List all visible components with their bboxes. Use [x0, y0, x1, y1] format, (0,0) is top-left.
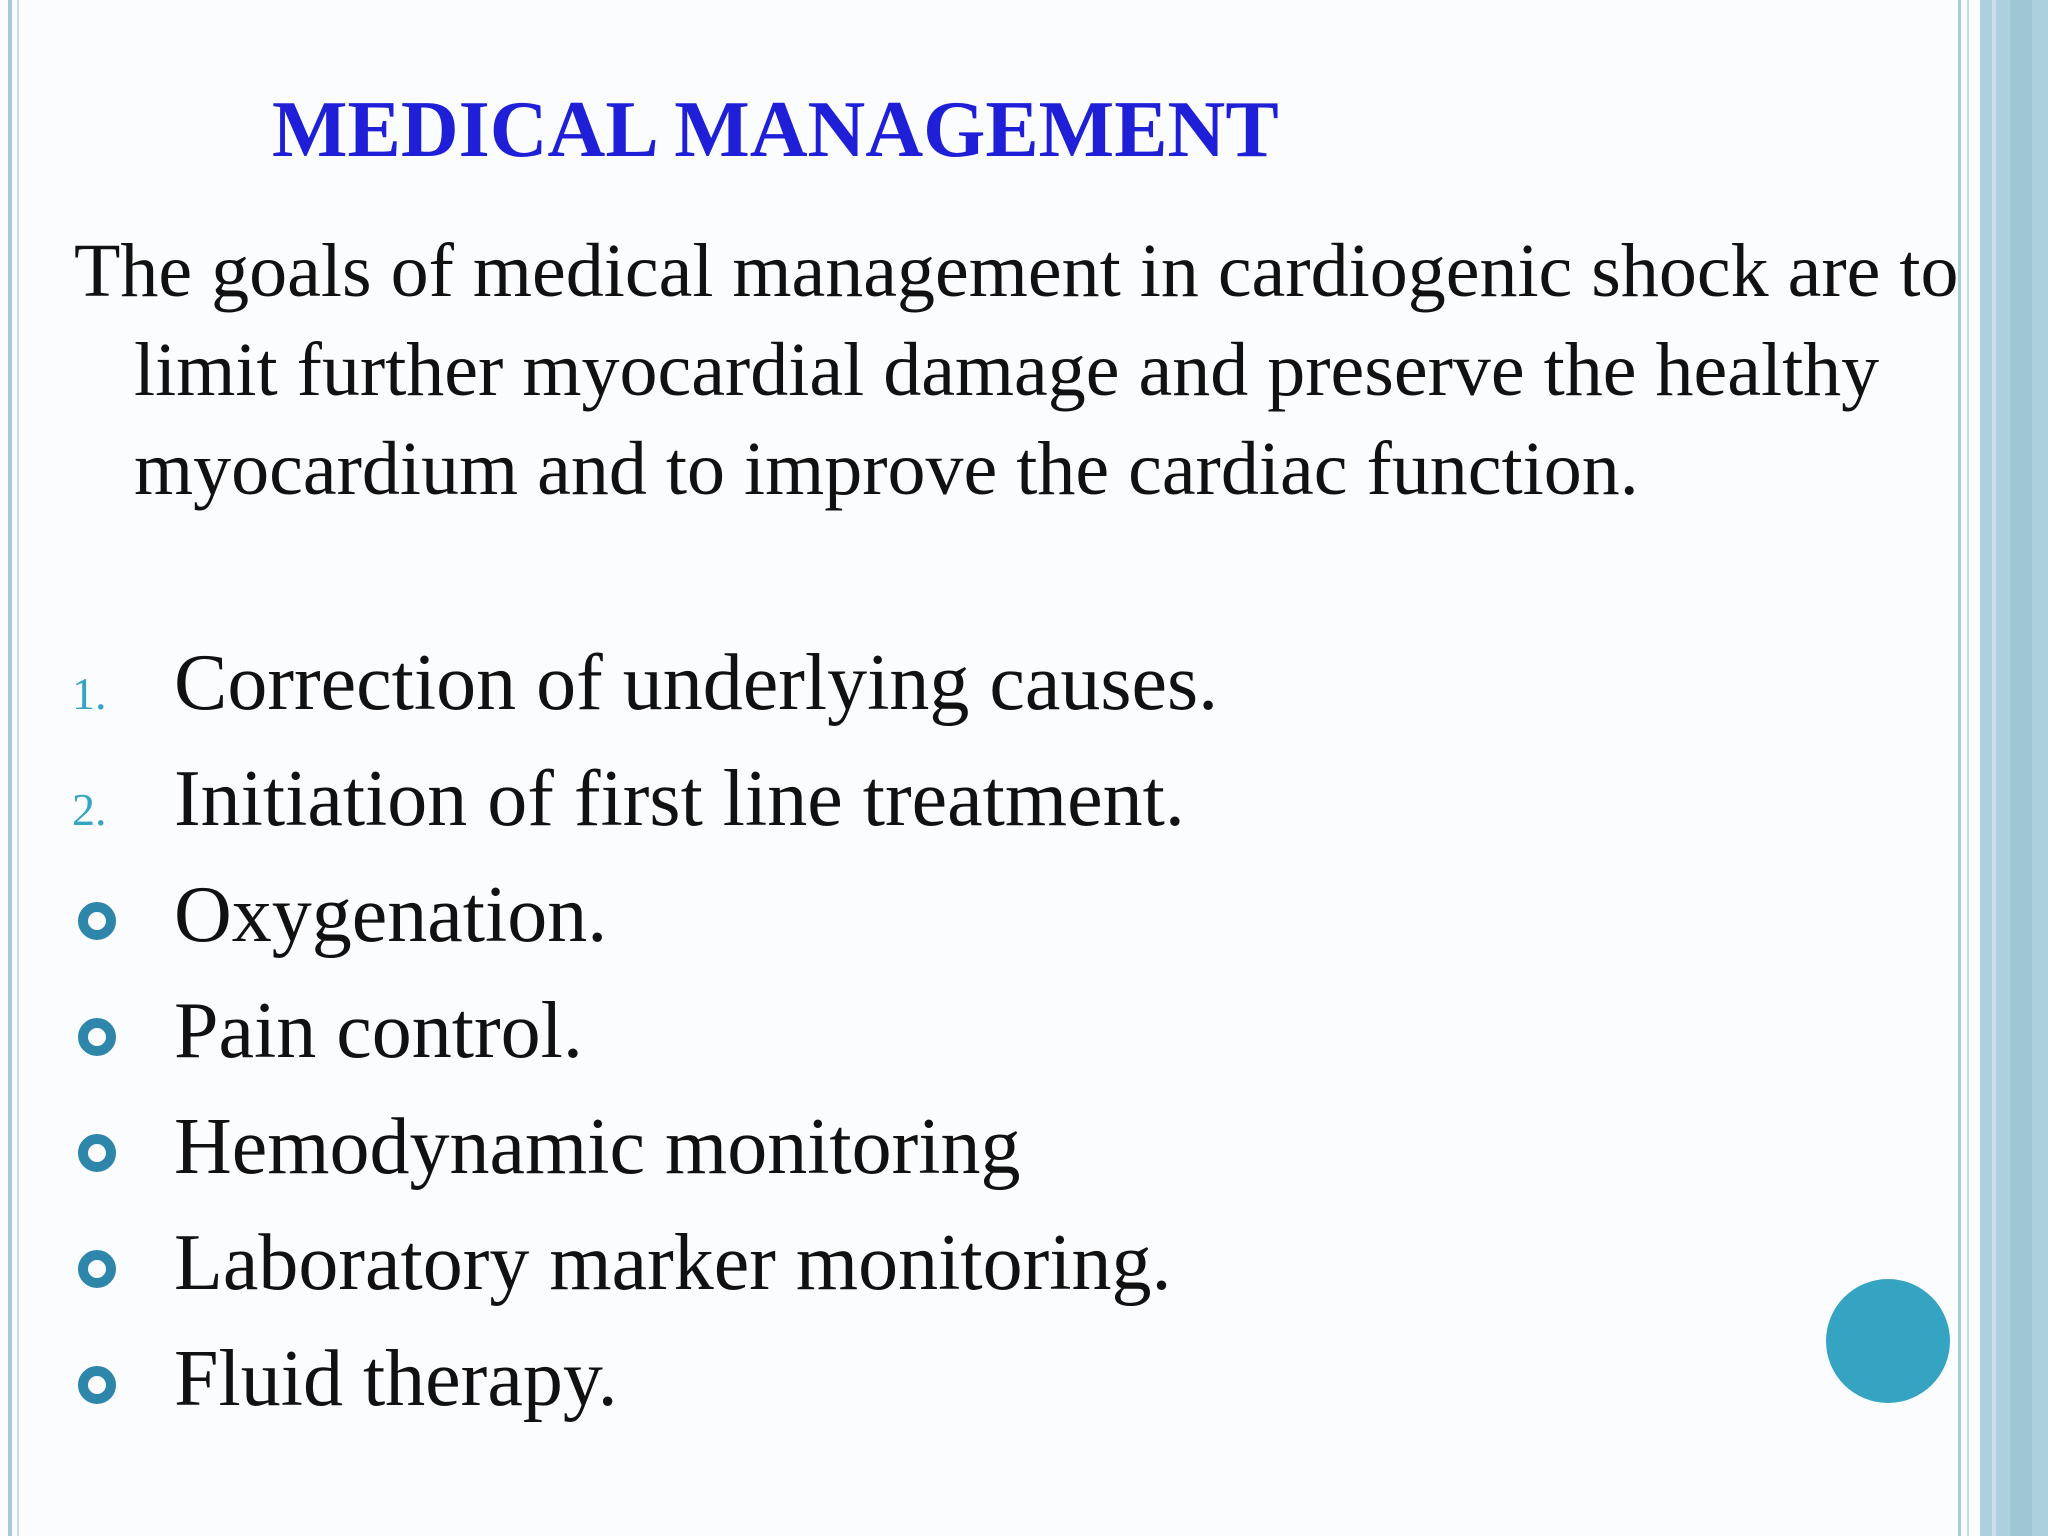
list-item [0, 746, 1900, 862]
list-item-text: Fluid therapy. [174, 1335, 618, 1423]
circle-bullet-icon [78, 1018, 116, 1056]
circle-bullet-icon [78, 1250, 116, 1288]
list-item [0, 862, 1900, 978]
list-item [0, 1326, 1900, 1442]
list-item [0, 978, 1900, 1094]
slide-title: MEDICAL MANAGEMENT [272, 86, 1279, 174]
list-item-text: Initiation of first line treatment. [174, 755, 1185, 843]
right-band-stripe-dark [2010, 0, 2032, 1536]
list-item-text: Oxygenation. [174, 871, 608, 959]
list-item-text: Laboratory marker monitoring. [174, 1219, 1172, 1307]
circle-bullet-icon [78, 1134, 116, 1172]
intro-paragraph: The goals of medical management in cardiogenic shock are to limit further myocardial damage and preserve the healthy myocardium and to improve the cardiac function. [74, 229, 1959, 511]
list-item-text: Pain control. [174, 987, 583, 1075]
list-number: 2. [72, 784, 107, 835]
list-number: 1. [72, 668, 107, 719]
circle-bullet-icon [78, 902, 116, 940]
list-item [0, 1210, 1900, 1326]
list-item-text: Hemodynamic monitoring [174, 1103, 1021, 1191]
management-list [0, 630, 1900, 1442]
list-item [0, 630, 1900, 746]
list-item [0, 1094, 1900, 1210]
list-item-text: Correction of underlying causes. [174, 639, 1219, 727]
circle-bullet-icon [78, 1366, 116, 1404]
